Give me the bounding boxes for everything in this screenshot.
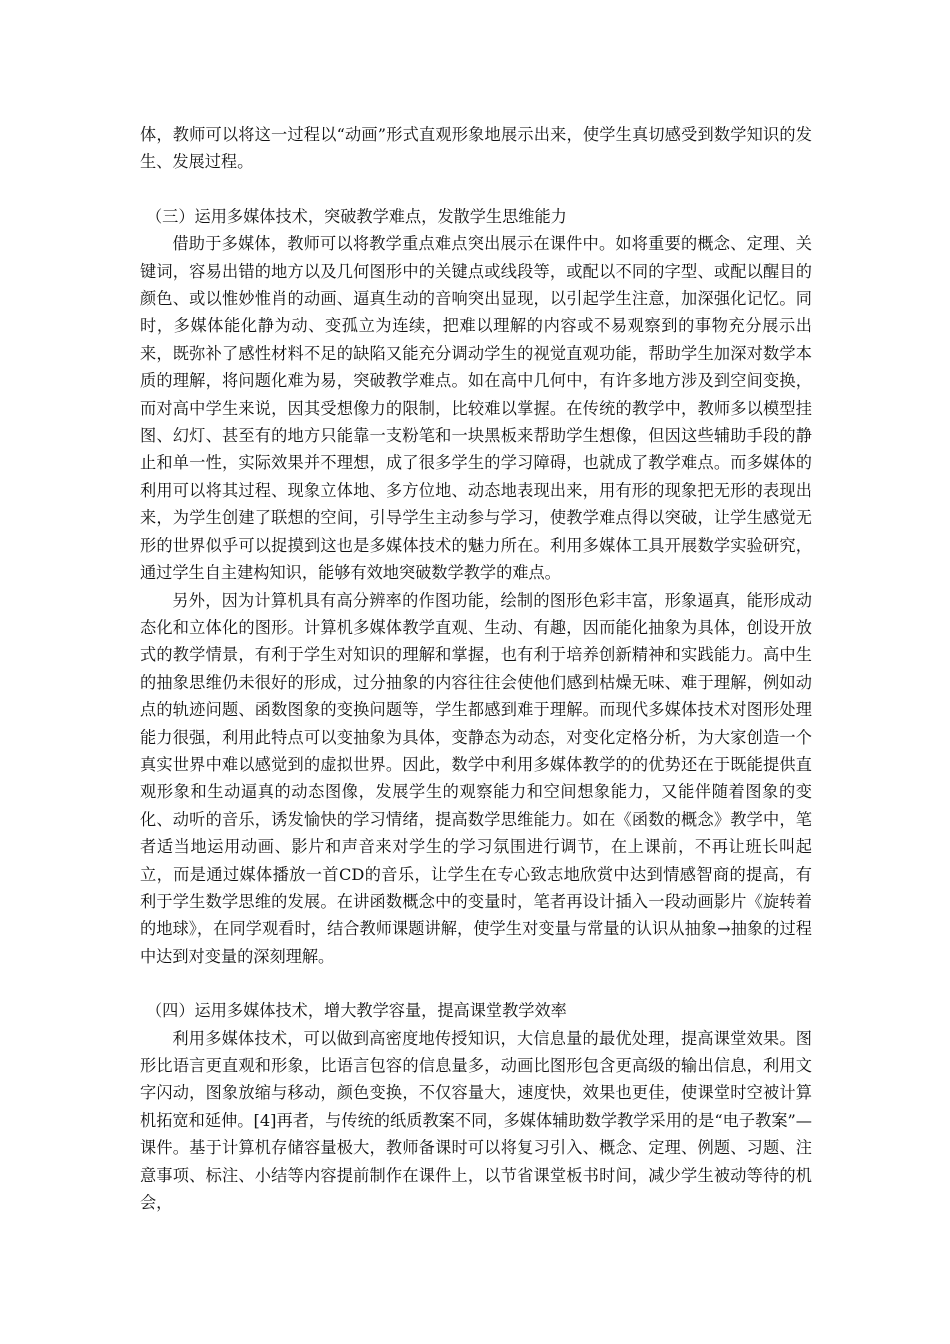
paragraph-gap: [140, 970, 812, 997]
section-4-paragraph-1: 利用多媒体技术，可以做到高密度地传授知识，大信息量的最优处理，提高课堂效果。图形比语言更直观和形象，比语言包容的信息量多，动画比图形包含更高级的输出信息，利用文字闪动，图象放缩与移动，颜色变换，不仅容量大，速度快，效果也更佳，使课堂时空被计算机拓宽和延伸。[4]再者，与传统的纸质教案不同，多媒体辅助数学教学采用的是“电子教案”—课件。基于计算机存储容量极大，教师备课时可以将复习引入、概念、定理、例题、习题、注意事项、标注、小结等内容提前制作在课件上，以节省课堂板书时间，减少学生被动等待的机会，: [140, 1028, 812, 1213]
paragraph-gap: [140, 176, 812, 203]
intro-paragraph: 体，教师可以将这一过程以“动画”形式直观形象地展示出来，使学生真切感受到数学知识的发生、发展过程。: [140, 125, 812, 172]
section-4-heading: （四）运用多媒体技术，增大教学容量，提高课堂教学效率: [146, 1001, 567, 1021]
section-3-heading: （三）运用多媒体技术，突破教学难点，发散学生思维能力: [146, 206, 567, 226]
section-3-paragraph-2: 另外，因为计算机具有高分辨率的作图功能，绘制的图形色彩丰富，形象逼真，能形成动态化和立体化的图形。计算机多媒体教学直观、生动、有趣，因而能化抽象为具体，创设开放式的教学情景，有利于学生对知识的理解和掌握，也有利于培养创新精神和实践能力。高中生的抽象思维仍未很好的形成，过分抽象的内容往往会使他们感到枯燥无味、难于理解，例如动点的轨迹问题、函数图象的变换问题等，学生都感到难于理解。而现代多媒体技术对图形处理能力很强，利用此特点可以变抽象为具体，变静态为动态，对变化定格分析，为大家创造一个真实世界中难以感觉到的虚拟世界。因此，数学中利用多媒体教学的的优势还在于既能提供直观形象和生动逼真的动态图像，发展学生的观察能力和空间想象能力，又能伴随着图象的变化、动听的音乐，诱发愉快的学习情绪，提高数学思维能力。如在《函数的概念》教学中，笔者适当地运用动画、影片和声音来对学生的学习氛围进行调节，在上课前，不再让班长叫起立，而是通过媒体播放一首CD的音乐，让学生在专心致志地欣赏中达到情感智商的提高，有利于学生数学思维的发展。在讲函数概念中的变量时，笔者再设计插入一段动画影片《旋转着的地球》，在同学观看时，结合教师课题讲解，使学生对变量与常量的认识从抽象→抽象的过程中达到对变量的深刻理解。: [140, 590, 812, 966]
section-3-paragraph-1: 借助于多媒体，教师可以将教学重点难点突出展示在课件中。如将重要的概念、定理、关键词，容易出错的地方以及几何图形中的关键点或线段等，或配以不同的字型、或配以醒目的颜色、或以惟妙惟肖的动画、逼真生动的音响突出显现，以引起学生注意，加深强化记忆。同时，多媒体能化静为动、变孤立为连续，把难以理解的内容或不易观察到的事物充分展示出来，既弥补了感性材料不足的缺陷又能充分调动学生的视觉直观功能，帮助学生加深对数学本质的理解，将问题化难为易，突破教学难点。如在高中几何中，有许多地方涉及到空间变换，而对高中学生来说，因其受想像力的限制，比较难以掌握。在传统的教学中，教师多以模型挂图、幻灯、甚至有的地方只能靠一支粉笔和一块黑板来帮助学生想像，但因这些辅助手段的静止和单一性，实际效果并不理想，成了很多学生的学习障碍，也就成了教学难点。而多媒体的利用可以将其过程、现象立体地、多方位地、动态地表现出来，用有形的现象把无形的表现出来，为学生创建了联想的空间，引导学生主动参与学习，使教学难点得以突破，让学生感觉无形的世界似乎可以捉摸到这也是多媒体技术的魅力所在。利用多媒体工具开展数学实验研究，通过学生自主建构知识，能够有效地突破数学教学的难点。: [140, 234, 812, 583]
document-page: [140, 121, 812, 1216]
